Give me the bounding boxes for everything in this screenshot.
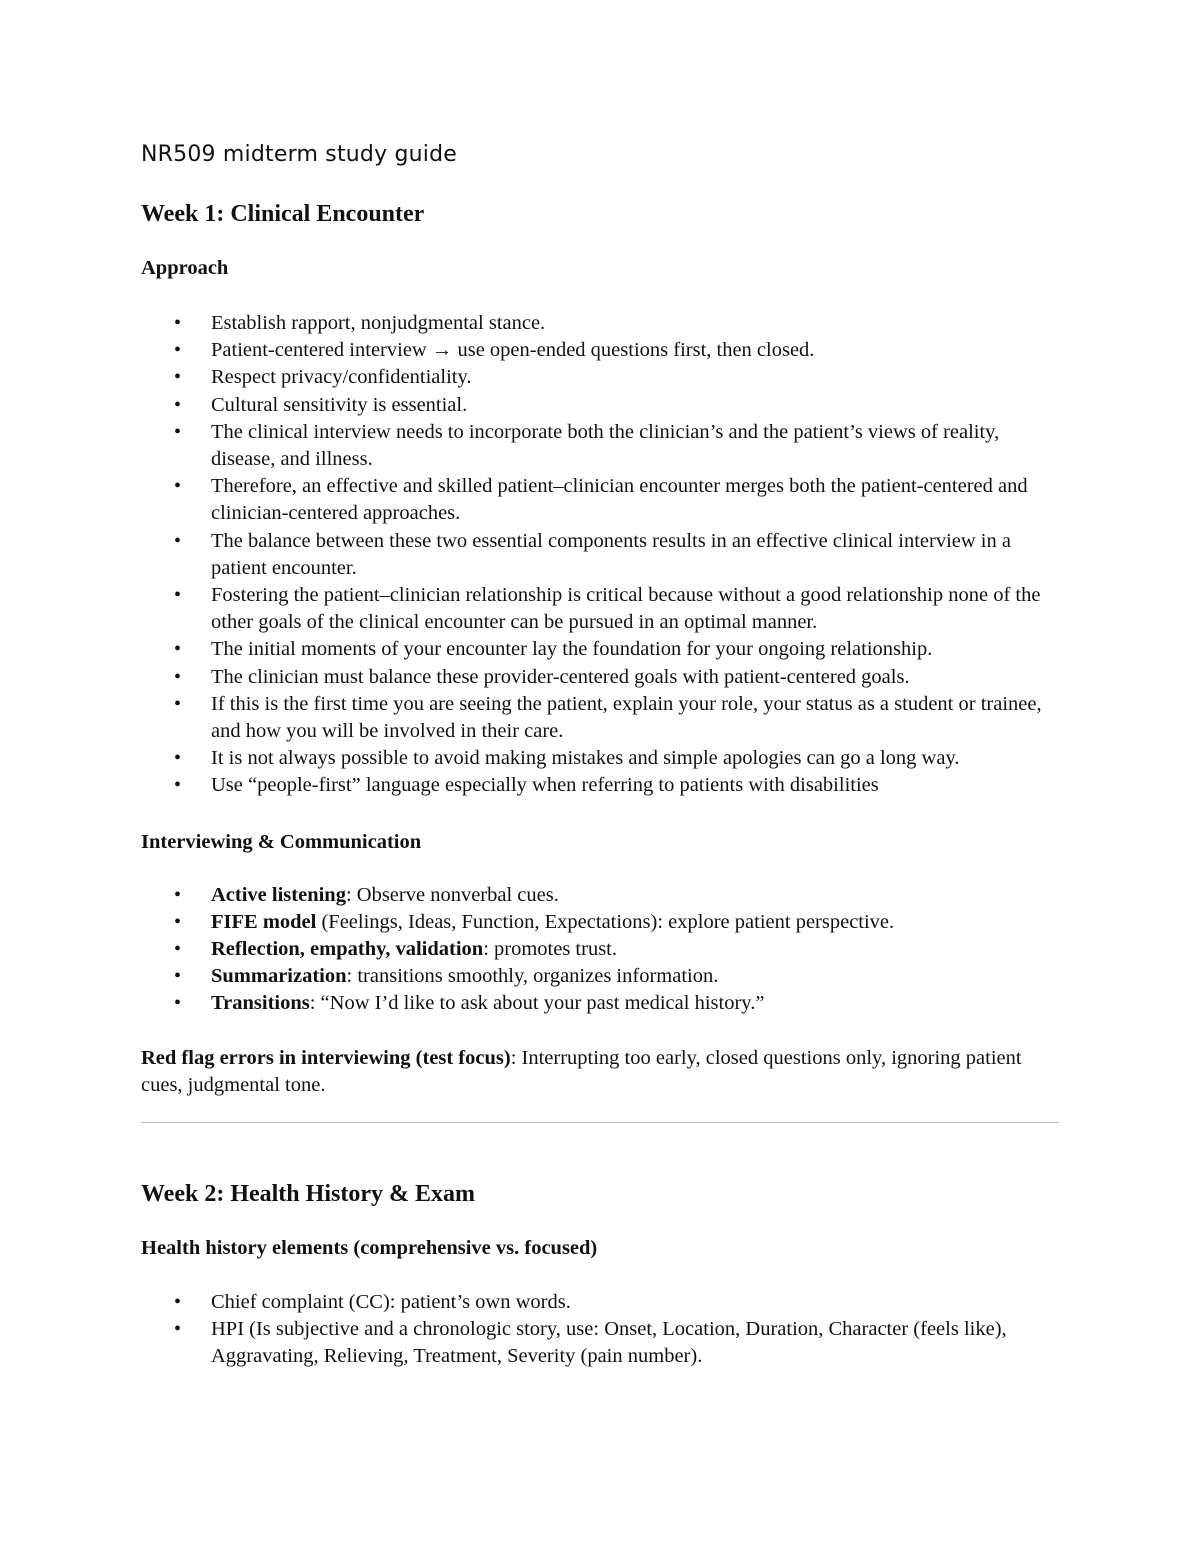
red-flag-text: : Interrupting too early, closed questions only, ignoring patient cues, judgmental tone. <box>141 1046 1022 1096</box>
list-item-text: Therefore, an effective and skilled patient–clinician encounter merges both the patient-centered and clinician-centered approaches. <box>211 475 1028 525</box>
bullet-icon: • <box>174 965 182 988</box>
list-item-text: If this is the first time you are seeing the patient, explain your role, your status as a student or trainee, and how you will be involved in their care. <box>211 692 1042 743</box>
week2-heading: Week 2: Health History & Exam <box>141 1181 475 1208</box>
bullet-icon: • <box>174 1291 182 1314</box>
list-item-term: Active listening <box>211 883 346 906</box>
list-item-text: The clinician must balance these provider-centered goals with patient-centered goals. <box>211 665 910 688</box>
bullet-icon: • <box>174 393 182 416</box>
list-item <box>141 473 1059 527</box>
list-item <box>141 882 1059 909</box>
document-title: NR509 midterm study guide <box>141 142 458 167</box>
list-item <box>141 419 1059 473</box>
list-item <box>141 990 1059 1017</box>
bullet-icon: • <box>174 992 182 1015</box>
list-item-text: : transitions smoothly, organizes information. <box>346 965 719 988</box>
bullet-icon: • <box>174 665 182 688</box>
health-history-heading: Health history elements (comprehensive vs. focused) <box>141 1237 598 1260</box>
list-item <box>141 636 1059 663</box>
list-item-text: Fostering the patient–clinician relationship is critical because without a good relationship none of the other goals of the clinical encounter can be pursued in an optimal manner. <box>211 584 1041 634</box>
list-item <box>141 392 1059 419</box>
list-item <box>141 936 1059 963</box>
bullet-icon: • <box>174 529 182 552</box>
list-item <box>141 963 1059 990</box>
list-item <box>141 691 1059 745</box>
bullet-icon: • <box>174 638 182 661</box>
list-item <box>141 909 1059 936</box>
list-item-term: Summarization <box>211 965 347 988</box>
list-item-text: Cultural sensitivity is essential. <box>211 393 468 416</box>
list-item-text: Chief complaint (CC): patient’s own words. <box>211 1291 571 1314</box>
list-item-text: It is not always possible to avoid making mistakes and simple apologies can go a long way. <box>211 747 960 770</box>
list-item-text: : promotes trust. <box>483 938 617 961</box>
bullet-icon: • <box>174 883 182 906</box>
red-flag-paragraph <box>141 1045 1059 1099</box>
week1-heading: Week 1: Clinical Encounter <box>141 201 425 227</box>
red-flag-term: Red flag errors in interviewing (test focus) <box>141 1046 511 1069</box>
interviewing-list <box>141 882 1059 1018</box>
list-item <box>141 337 1059 364</box>
list-item-text: : “Now I’d like to ask about your past medical history.” <box>309 992 765 1015</box>
list-item <box>141 664 1059 691</box>
list-item <box>141 1316 1059 1370</box>
list-item <box>141 745 1059 772</box>
list-item-term: Transitions <box>211 992 310 1015</box>
list-item-text: : Observe nonverbal cues. <box>345 883 559 906</box>
list-item <box>141 528 1059 582</box>
list-item-text: The initial moments of your encounter lay the foundation for your ongoing relationship. <box>211 638 933 661</box>
list-item-text: Establish rapport, nonjudgmental stance. <box>211 312 546 334</box>
bullet-icon: • <box>174 366 182 389</box>
list-item <box>141 1289 1059 1316</box>
list-item <box>141 310 1059 337</box>
bullet-icon: • <box>174 774 182 797</box>
interviewing-heading: Interviewing & Communication <box>141 830 422 853</box>
approach-heading: Approach <box>141 257 229 279</box>
bullet-icon: • <box>174 420 182 443</box>
list-item-text: HPI (Is subjective and a chronologic story, use: Onset, Location, Duration, Character (feels like), Aggravating, Relieving, Treatment, Severity (pain number). <box>211 1318 1007 1368</box>
health-history-list <box>141 1289 1059 1371</box>
bullet-icon: • <box>174 747 182 770</box>
list-item <box>141 582 1059 636</box>
bullet-icon: • <box>174 910 182 933</box>
list-item-text: The clinical interview needs to incorporate both the clinician’s and the patient’s views of reality, disease, and illness. <box>211 420 1000 471</box>
list-item-text: (Feelings, Ideas, Function, Expectations): explore patient perspective. <box>316 910 895 933</box>
approach-list <box>141 310 1059 800</box>
list-item-text: The balance between these two essential components results in an effective clinical interview in a patient encounter. <box>211 529 1011 579</box>
bullet-icon: • <box>174 339 182 362</box>
list-item-text: Patient-centered interview → use open-ended questions first, then closed. <box>211 339 815 362</box>
bullet-icon: • <box>174 692 182 715</box>
list-item <box>141 364 1059 391</box>
document-page <box>141 138 1059 1371</box>
bullet-icon: • <box>174 312 182 334</box>
list-item-term: FIFE model <box>211 910 317 933</box>
bullet-icon: • <box>174 475 182 498</box>
list-item-text: Use “people-first” language especially when referring to patients with disabilities <box>211 774 879 797</box>
list-item-term: Reflection, empathy, validation <box>211 938 484 961</box>
list-item <box>141 772 1059 799</box>
list-item-text: Respect privacy/confidentiality. <box>211 366 472 389</box>
bullet-icon: • <box>174 938 182 961</box>
bullet-icon: • <box>174 1318 182 1341</box>
bullet-icon: • <box>174 584 182 607</box>
